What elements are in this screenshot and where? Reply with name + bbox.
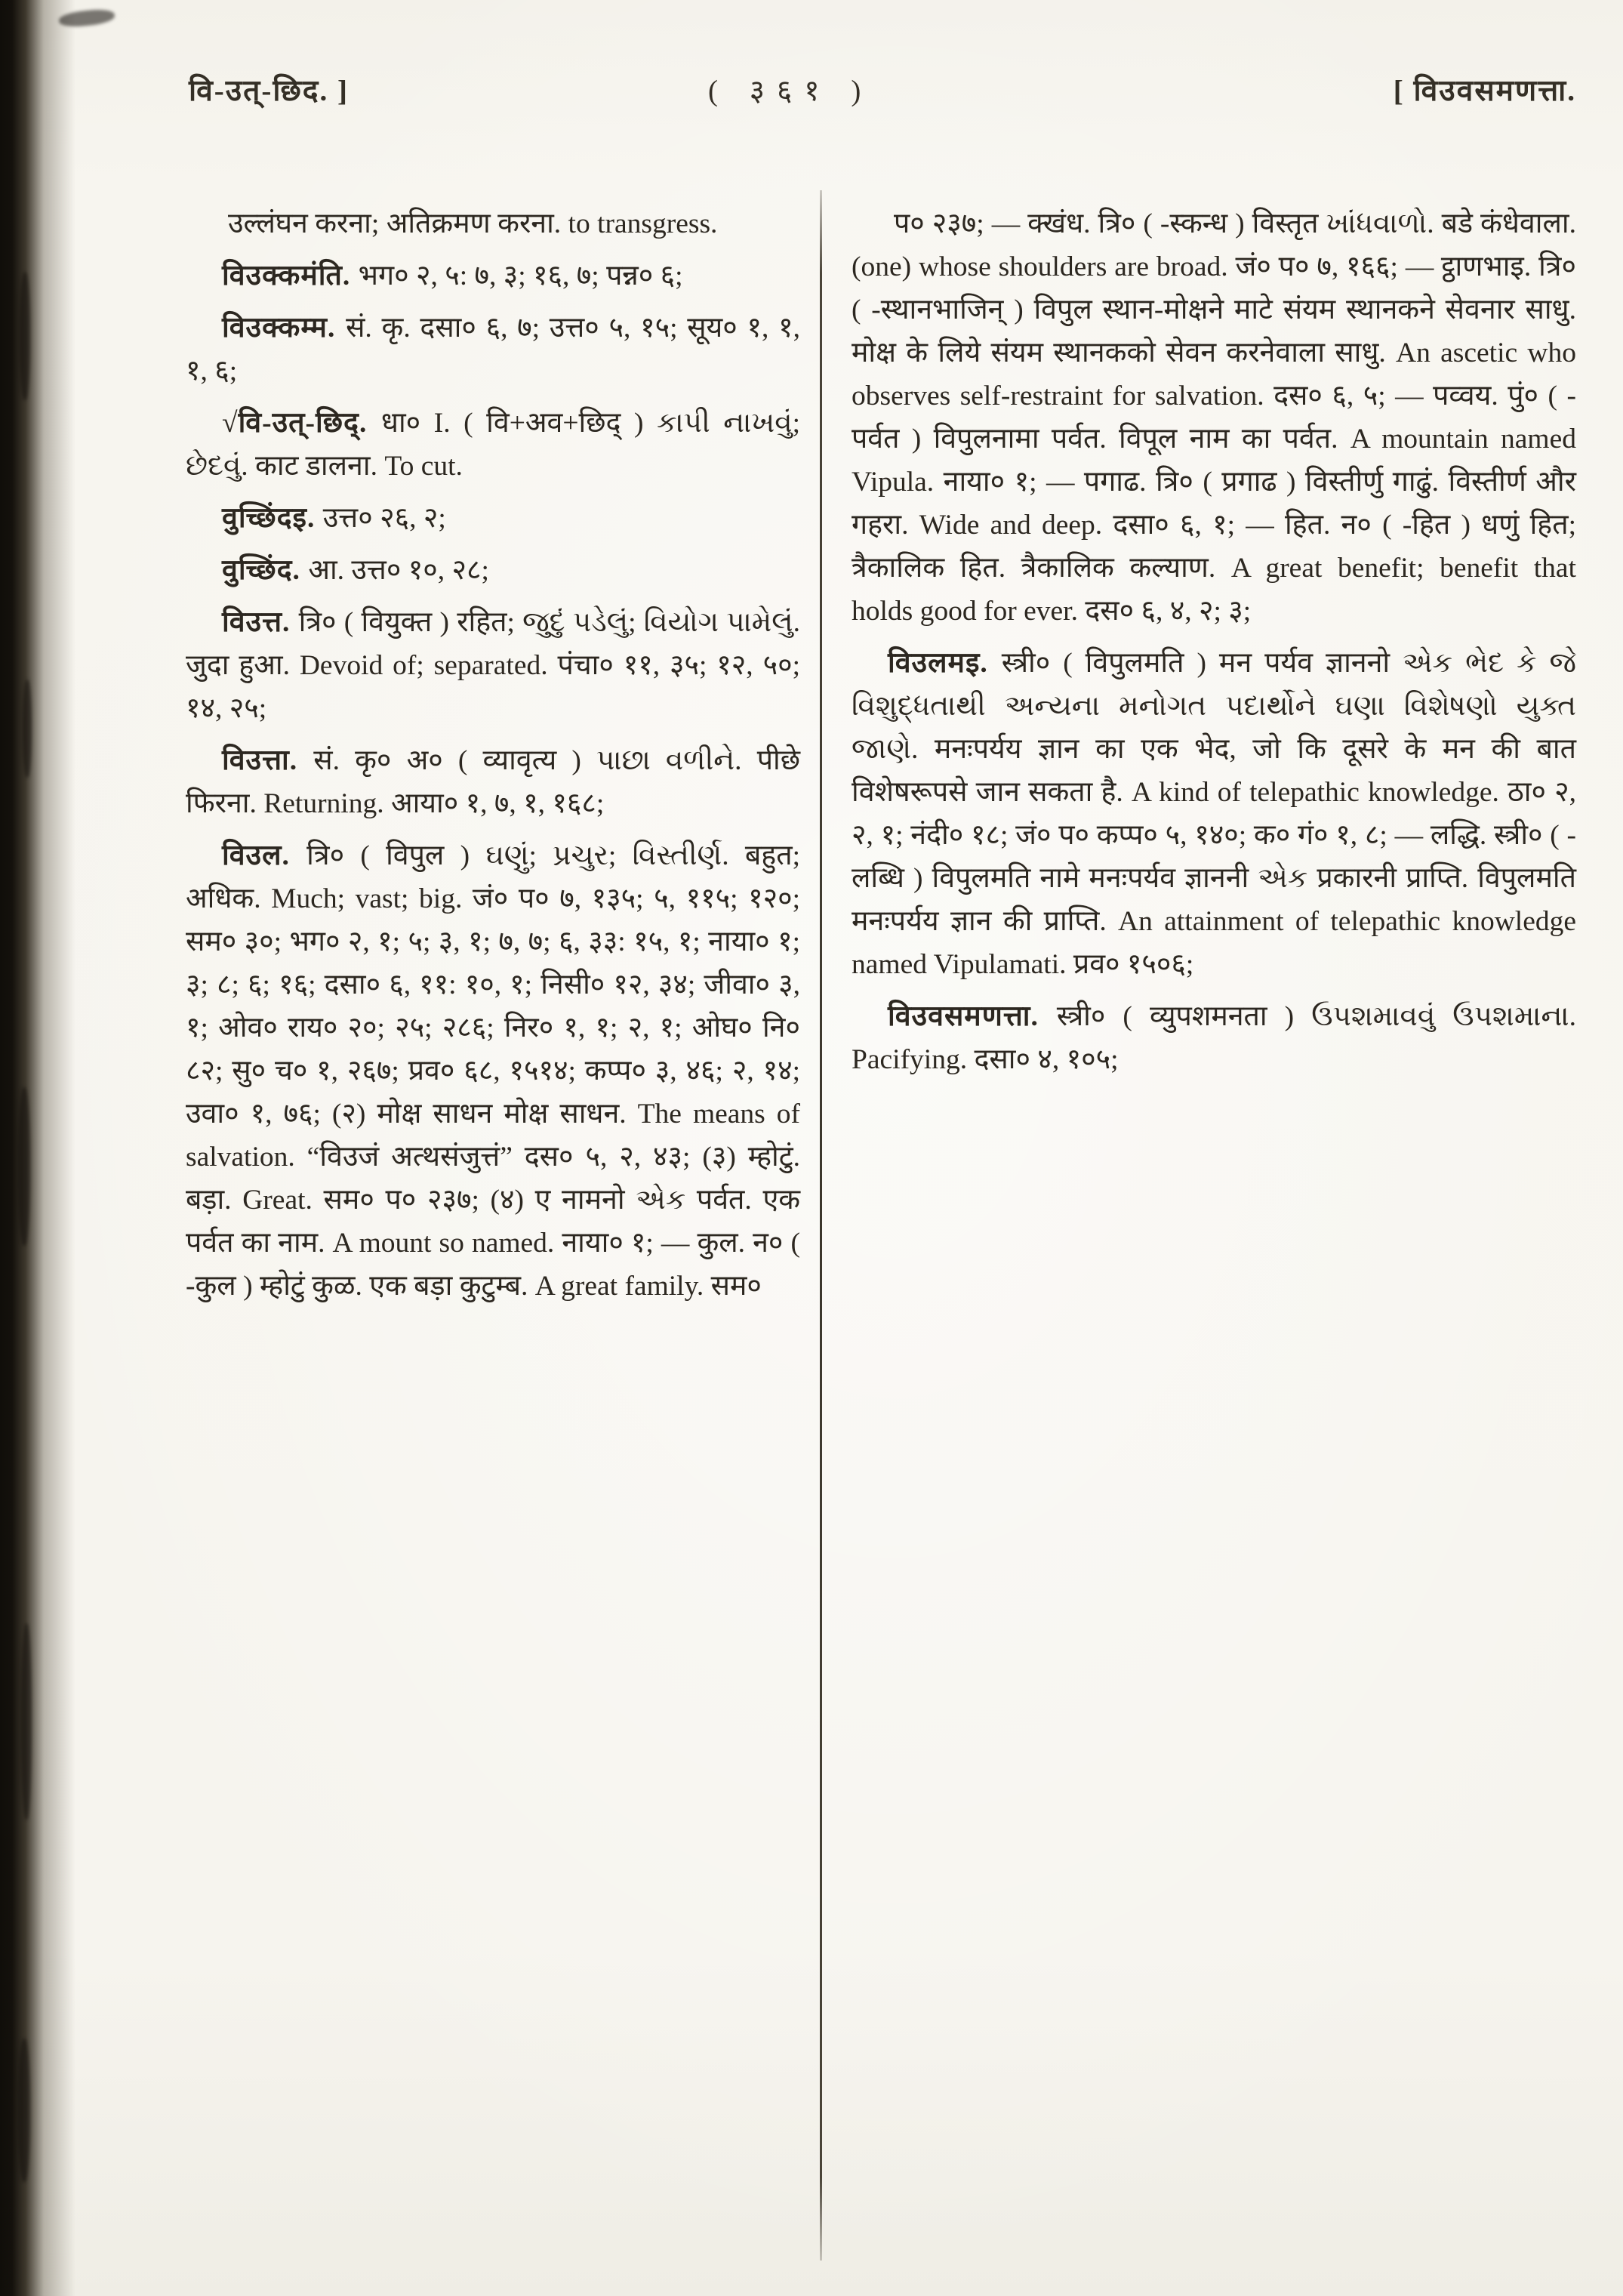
dictionary-entry (852, 642, 1576, 986)
entry-headword: विउत्ता. (222, 745, 314, 776)
entry-body: त्रि० ( विपुल ) ઘણું; પ્રચુર; વિસ્તીર્ણ. बहुत; अधिक. Much; vast; big. जं० प० ७, १३५; ५, ११५; १२०; सम० ३०; भग० २, १; ५; ३, १; ७, ७; ६, ३३: १५, १; नाया० १; ३; ८; ६; १६; दसा० ६, ११: १०, १; निसी० १२, ३४; जीवा० ३, १; ओव० राय० २०; २५; २८६; निर० १, १; २, १; ओघ० नि० ८२; सु० च० १, २६७; प्रव० ६८, १५१४; कप्प० ३, ४६; २, १४; उवा० १, ७६; (२) मोक्ष साधन मोक्ष साधन. The means of salvation. “विउजं अत्थसंजुत्तं” दस० ५, २, ४३; (३) म्होटुं. बड़ा. Great. सम० प० २३७; (४) ए नामनो એક पर्वत. एक पर्वत का नाम. A mount so named. नाया० १; — कुल. न० ( -कुल ) म्होटुं कुळ. एक बड़ा कुटुम्ब. A great family. सम० (186, 840, 801, 1302)
entry-headword: वुच्छिंदइ. (222, 503, 323, 534)
scan-artifact (18, 2039, 30, 2182)
scan-artifact (23, 680, 32, 778)
right-column (852, 202, 1576, 1090)
entry-body: सं. कृ. दसा० ६, ७; उत्त० ५, १५; सूय० १, १, १, ६; (186, 313, 800, 387)
entry-body: धा० I. ( वि+अव+छिद् ) કાપી નાખવું; છેદવું. काट डालना. To cut. (186, 408, 800, 482)
dictionary-entry (852, 202, 1576, 633)
entry-headword: विउक्कमंति. (222, 260, 359, 291)
page-number: ( ३६१ ) (708, 75, 873, 107)
entry-body: स्त्री० ( व्युपशमनता ) ઉપશમાવવું ઉપશમાના. Pacifying. दसा० ४, १०५; (852, 1001, 1576, 1075)
guide-word-right: [ विउवसमणत्ता. (1393, 75, 1576, 107)
dictionary-entry (186, 402, 800, 488)
entry-body: आ. उत्त० १०, २८; (308, 555, 489, 586)
left-column (186, 202, 800, 1317)
dictionary-entry (852, 995, 1576, 1081)
page-header (189, 69, 1576, 122)
dictionary-entry (186, 254, 800, 297)
scan-edge (0, 0, 75, 2296)
entry-headword: विउल. (222, 840, 307, 871)
dictionary-entry (186, 549, 800, 592)
dictionary-entry (186, 202, 800, 245)
entry-body: भग० २, ५: ७, ३; १६, ७; पन्न० ६; (358, 260, 683, 291)
dictionary-entry (186, 834, 800, 1308)
scan-artifact (20, 272, 30, 400)
scan-artifact (18, 1087, 30, 1246)
guide-word-left: वि-उत्-छिद. ] (189, 75, 349, 107)
entry-headword: विउलमइ. (888, 648, 1002, 679)
entry-headword: विउक्कम्म. (222, 313, 346, 344)
dictionary-entry (186, 739, 800, 825)
dictionary-entry (186, 497, 800, 540)
entry-headword: विउवसमणत्ता. (888, 1001, 1057, 1032)
entry-body: उल्लंघन करना; अतिक्रमण करना. to transgress. (228, 208, 718, 239)
entry-body: स्त्री० ( विपुलमति ) मन पर्यव ज्ञाननो એક ભેદ કે જે વિશુદ્ધતાથી અન્યના મનોગત પદાર્થોને ઘણા વિશેષણો યુક્ત જાણે. मनःपर्यय ज्ञान का एक भेद, जो कि दूसरे के मन की बात विशेषरूपसे जान सकता है. A kind of telepathic knowledge. ठा० २, २, १; नंदी० १८; जं० प० कप्प० ५, १४०; क० गं० १, ८; — लद्धि. स्त्री० ( -लब्धि ) विपुलमति नामे मनःपर्यव ज्ञाननी એક प्रकारनी प्राप्ति. विपुलमति मनःपर्यय ज्ञान की प्राप्ति. An attainment of telepathic knowledge named Vipulamati. प्रव० १५०६; (852, 648, 1576, 980)
entry-headword: वुच्छिंद. (222, 555, 309, 586)
entry-headword: √वि-उत्-छिद्. (222, 408, 381, 439)
scan-artifact (21, 1623, 32, 1820)
entry-body: सं. कृ० अ० ( व्यावृत्य ) પાછા વળીને. पीछे फिरना. Returning. आया० १, ७, १, १६८; (186, 745, 800, 819)
column-divider (820, 190, 822, 2261)
entry-headword: विउत्त. (222, 607, 299, 638)
dictionary-entry (186, 307, 800, 393)
entry-body: उत्त० २६, २; (322, 503, 446, 534)
entry-body: त्रि० ( वियुक्त ) रहित; જુદું પડેલું; વિયોગ પામેલું. जुदा हुआ. Devoid of; separated. पंचा० ११, ३५; १२, ५०; १४, २५; (186, 607, 800, 724)
dictionary-entry (186, 601, 800, 730)
entry-body: प० २३७; — क्खंध. त्रि० ( -स्कन्ध ) विस्तृत ખાંધવાળો. बडे कंधेवाला. (one) whose shoulders are broad. जं० प० ७, १६६; — ट्ठाणभाइ. त्रि० ( -स्थानभाजिन् ) विपुल स्थान-मोक्षने माटे संयम स्थानकने सेवनार साधु. मोक्ष के लिये संयम स्थानकको सेवन करनेवाला साधु. An ascetic who observes self-restraint for salvation. दस० ६, ५; — पव्वय. पुं० ( -पर्वत ) विपुलनामा पर्वत. विपूल नाम का पर्वत. A mountain named Vipula. नाया० १; — पगाढ. त्रि० ( प्रगाढ ) विस्तीर्णु गाढुं. विस्तीर्ण और गहरा. Wide and deep. दसा० ६, १; — हित. न० ( -हित ) धणुं हित; त्रैकालिक हित. त्रैकालिक कल्याण. A great benefit; benefit that holds good for ever. दस० ६, ४, २; ३; (852, 208, 1576, 627)
